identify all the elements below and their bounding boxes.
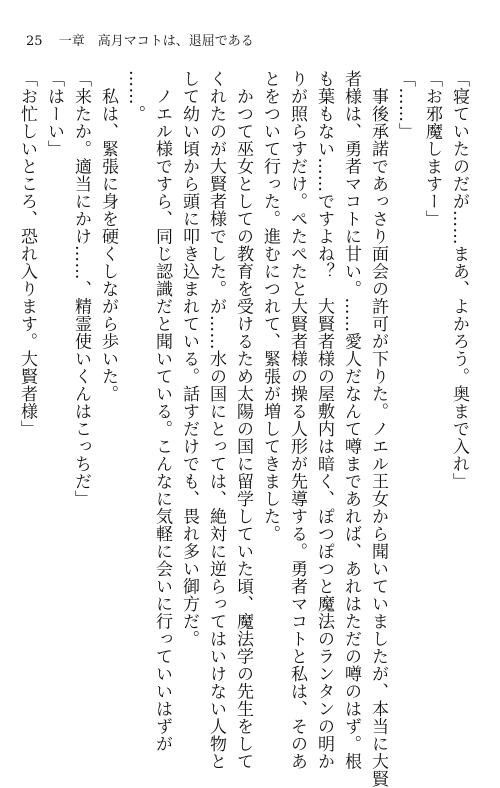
page-number: 25 <box>26 34 43 49</box>
text-line: 「……」 <box>395 70 415 140</box>
text-line: 「寝ていたのだが……まあ、よかろう。奥まで入れ」 <box>449 70 469 490</box>
chapter-title: 一章 高月マコトは、退屈である <box>58 34 254 49</box>
text-line: 「お忙しいところ、恐れ入ります。大賢者様」 <box>17 70 37 438</box>
text-line: ……。 <box>125 70 145 123</box>
text-line: ノエル様ですら、同じ認識だと聞いている。こんなに気軽に会いに行っていいはずが <box>152 70 172 753</box>
text-line: して幼い頃から頭に叩き込まれている。話すだけでも、畏れ多い御方だ。 <box>179 70 199 648</box>
text-line: かつて巫女としての教育を受けるため太陽の国に留学していた頃、魔法学の先生をして <box>233 70 253 770</box>
text-line: 私は、緊張に身を硬くしながら歩いた。 <box>98 70 118 403</box>
text-line: 「来たか。適当にかけ……、精霊使いくんはこっちだ」 <box>71 70 91 508</box>
text-line: 「はーい」 <box>44 70 64 158</box>
text-line: も葉もない……ですよね？ 大賢者様の屋敷内は暗く、ぽつぽつと魔法のランタンの明か <box>314 70 334 770</box>
text-line: くれたのが大賢者様でした。が……水の国にとっては、絶対に逆らってはいけない人物と <box>206 70 226 770</box>
running-header <box>26 30 254 49</box>
text-line: 者様は、勇者マコトに甘い。……愛人だなんて噂まであれば、あれはただの噂のはず。根 <box>341 70 361 770</box>
text-line: りが照らすだけ。ぺたぺたと大賢者様の操る人形が先導する。勇者マコトと私は、そのあ <box>287 70 307 770</box>
body-text <box>17 70 472 788</box>
text-line: 事後承諾であっさり面会の許可が下りた。ノエル王女から聞いていましたが、本当に大賢 <box>368 70 388 788</box>
text-line: 「お邪魔しますー」 <box>422 70 442 228</box>
text-line: とをついて行った。進むにつれて、緊張が増してきました。 <box>260 70 280 543</box>
